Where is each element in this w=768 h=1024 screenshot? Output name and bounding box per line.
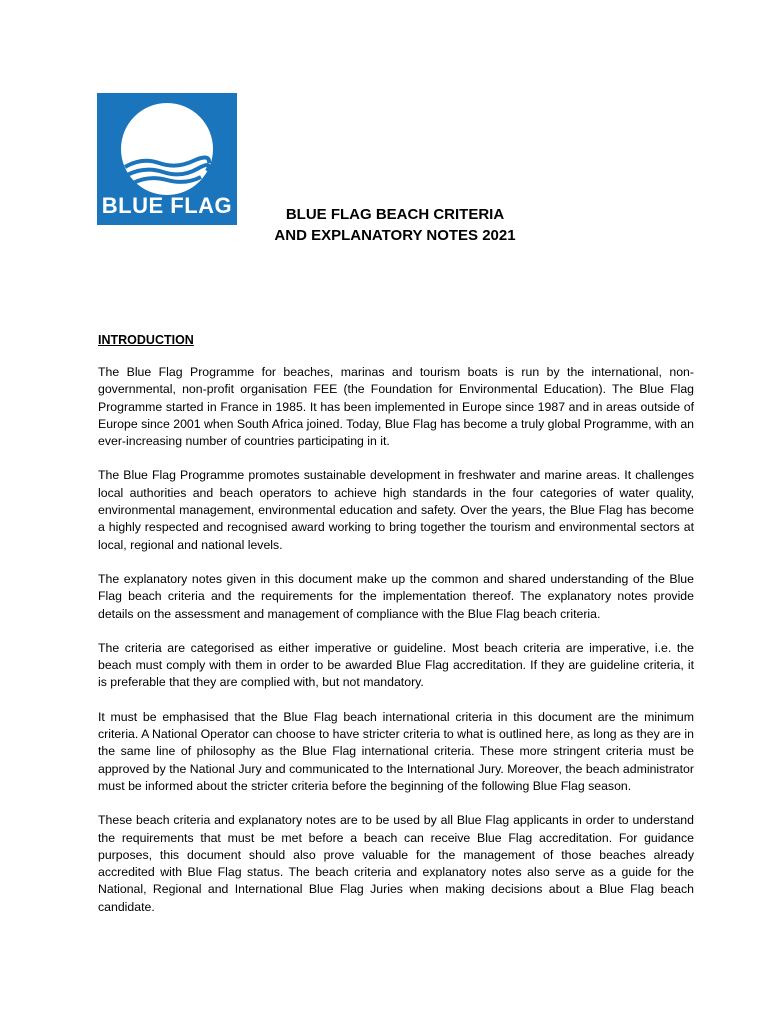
paragraph: It must be emphasised that the Blue Flag beach international criteria in this document are the minimum criteria. A National Operator can choose to have stricter criteria to what is outlined here, as long as they are in the same line of philosophy as the Blue Flag international criteria. These more stringent criteria must be approved by the National Jury and communicated to the International Jury. Moreover, the beach administrator must be informed about the stricter criteria before the beginning of the following Blue Flag season. bbox=[98, 709, 694, 793]
paragraph: The explanatory notes given in this document make up the common and shared understanding of the Blue Flag beach criteria and the requirements for the implementation thereof. The explanatory notes provide details on the assessment and management of compliance with the Blue Flag beach criteria. bbox=[98, 571, 694, 621]
paragraph: The Blue Flag Programme promotes sustainable development in freshwater and marine areas. It challenges local authorities and beach operators to achieve high standards in the four categories of water quality, environmental management, environmental education and safety. Over the years, the Blue Flag has become a highly respected and recognised award working to bring together the tourism and environmental sectors at local, regional and national levels. bbox=[98, 468, 694, 552]
title-line-2: AND EXPLANATORY NOTES 2021 bbox=[274, 227, 516, 244]
paragraph: These beach criteria and explanatory notes are to be used by all Blue Flag applicants in order to understand the requirements that must be met before a beach can receive Blue Flag accreditation. For guidance purposes, this document should also prove valuable for the management of those beaches already accredited with Blue Flag status. The beach criteria and explanatory notes also serve as a guide for the National, Regional and International Blue Flag Juries when making decisions about a Blue Flag beach candidate. bbox=[98, 813, 694, 914]
introduction-body bbox=[98, 364, 694, 933]
paragraph: The Blue Flag Programme for beaches, marinas and tourism boats is run by the international, non-governmental, non-profit organisation FEE (the Foundation for Environmental Education). The Blue Flag Programme started in France in 1985. It has been implemented in Europe since 1987 and in areas outside of Europe since 2001 when South Africa joined. Today, Blue Flag has become a truly global Programme, with an ever-increasing number of countries participating in it. bbox=[98, 365, 694, 449]
document-title bbox=[250, 204, 540, 246]
section-heading-introduction: INTRODUCTION bbox=[98, 333, 194, 347]
paragraph: The criteria are categorised as either imperative or guideline. Most beach criteria are imperative, i.e. the beach must comply with them in order to be awarded Blue Flag accreditation. If they are guideline criteria, it is preferable that they are complied with, but not mandatory. bbox=[98, 640, 694, 690]
title-line-1: BLUE FLAG BEACH CRITERIA bbox=[285, 206, 505, 223]
logo-wordmark: BLUE FLAG bbox=[101, 193, 233, 218]
blue-flag-logo bbox=[97, 93, 237, 225]
